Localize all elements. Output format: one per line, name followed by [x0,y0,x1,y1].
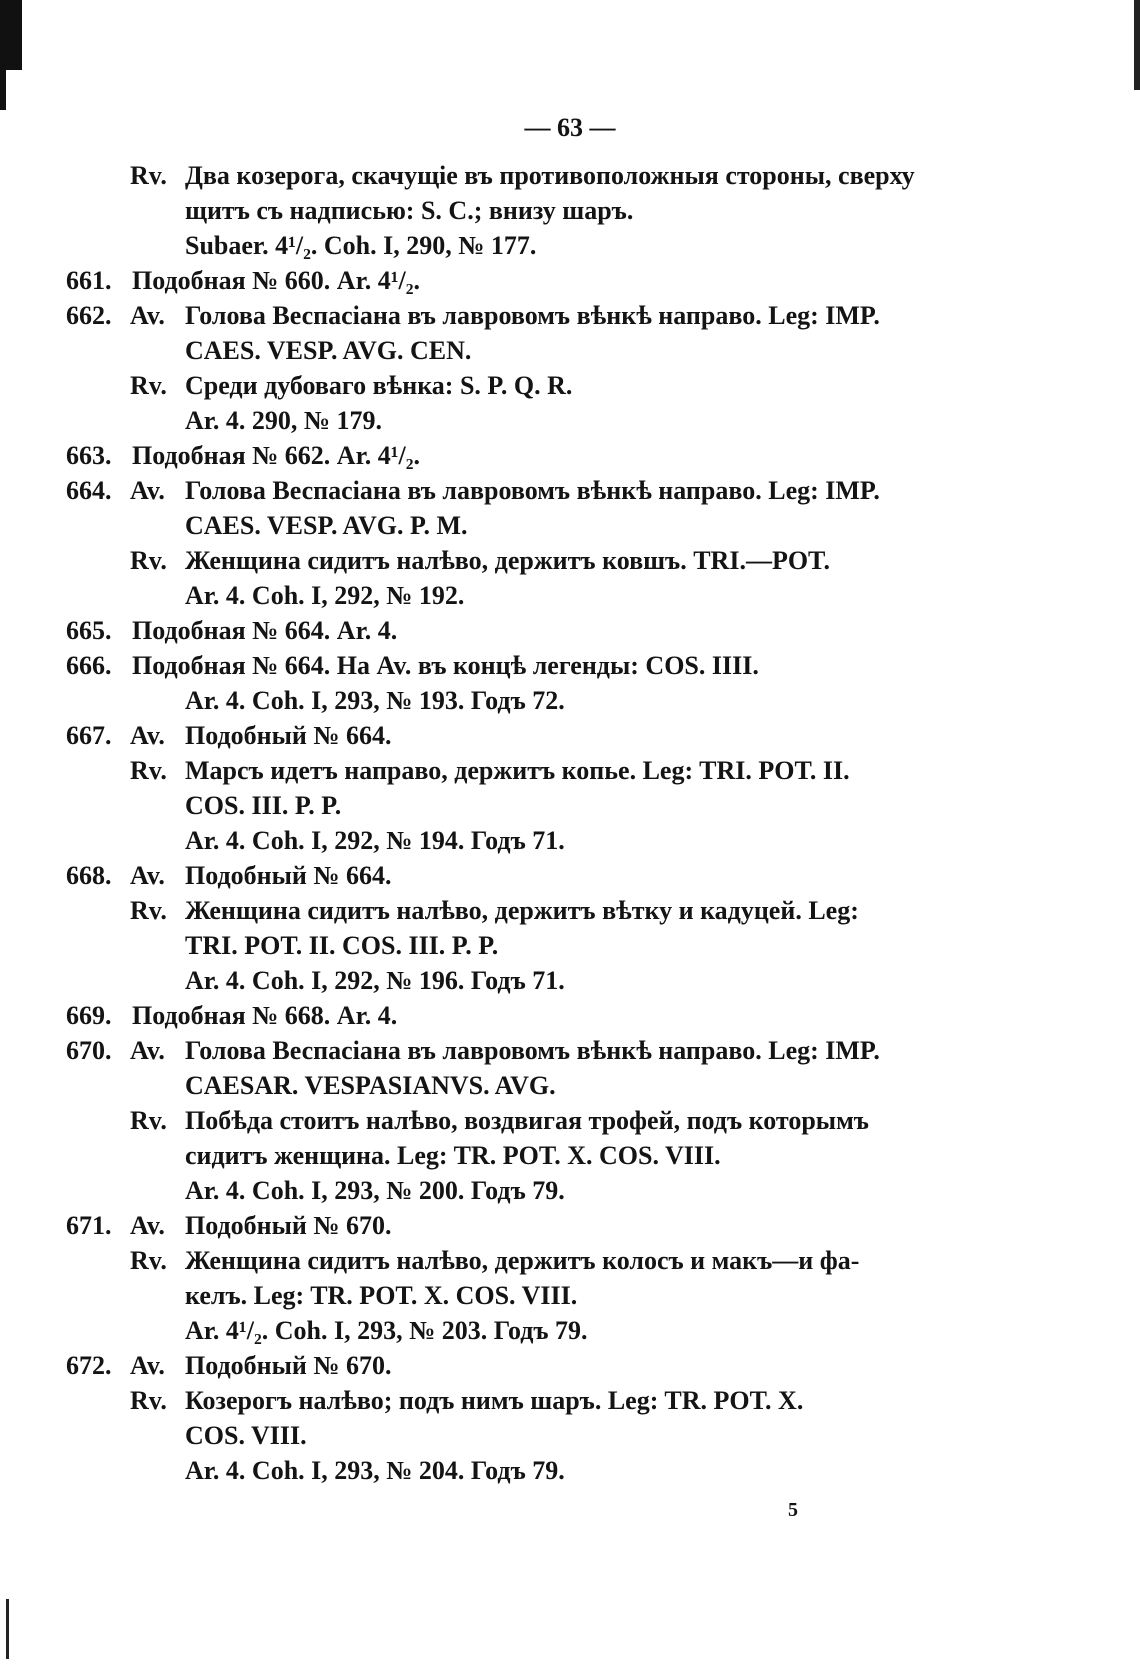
entry-text: сидитъ женщина. Leg: TR. POT. X. COS. VIII. [185,1141,721,1170]
entry-text: Subaer. 4¹/₂. Coh. I, 290, № 177. [185,231,537,260]
entry-line [0,438,1140,473]
entry-line [0,1068,1140,1103]
catalog-entry [0,1348,1140,1383]
entry-line [0,193,1140,228]
side-label: Av. [130,1351,165,1380]
page-number: — 63 — [524,113,616,142]
entry-number: 671. [66,1211,112,1240]
entry-text: Ar. 4. Coh. I, 292, № 196. Годъ 71. [185,966,565,995]
catalog-entry [0,648,1140,718]
entry-text: Ar. 4. Coh. I, 292, № 194. Годъ 71. [185,826,565,855]
catalog-entry [0,1033,1140,1103]
entry-text: TRI. POT. II. COS. III. P. P. [185,931,499,960]
entry-number: 669. [66,1001,112,1030]
side-label: Av. [130,476,165,505]
entry-number: 672. [66,1351,112,1380]
entry-text: келъ. Leg: TR. POT. X. COS. VIII. [185,1281,578,1310]
entry-line [0,473,1140,508]
catalog-entry [0,1208,1140,1243]
side-label: Rv. [130,546,167,575]
entry-text: Ar. 4. Coh. I, 293, № 200. Годъ 79. [185,1176,565,1205]
catalog-entry [0,543,1140,613]
catalog-entry [0,893,1140,998]
entry-line [0,228,1140,263]
catalog-entry [0,1243,1140,1348]
entry-text: Марсъ идетъ направо, держитъ копье. Leg: TRI. POT. II. [185,756,850,785]
entry-line [0,543,1140,578]
side-label: Av. [130,301,165,330]
entry-text: CAES. VESP. AVG. P. M. [185,511,468,540]
entry-text: CAES. VESP. AVG. CEN. [185,336,472,365]
side-label: Rv. [130,1106,167,1135]
side-label: Av. [130,1036,165,1065]
entry-line [0,893,1140,928]
catalog-entry [0,718,1140,753]
entry-text: Подобная № 660. Ar. 4¹/₂. [132,266,421,295]
catalog-body [0,158,1140,1488]
entry-text: Подобный № 664. [185,721,392,750]
entry-text: Подобный № 664. [185,861,392,890]
entry-line [0,963,1140,998]
entry-text: CAESAR. VESPASIANVS. AVG. [185,1071,556,1100]
entry-line [0,333,1140,368]
entry-line [0,403,1140,438]
entry-line [0,1313,1140,1348]
entry-line [0,1173,1140,1208]
entry-line [0,928,1140,963]
catalog-entry [0,613,1140,648]
entry-number: 664. [66,476,112,505]
catalog-entry [0,263,1140,298]
side-label: Rv. [130,756,167,785]
entry-number: 663. [66,441,112,470]
catalog-entry [0,1103,1140,1208]
entry-line [0,1208,1140,1243]
entry-text: Ar. 4. Coh. I, 293, № 204. Годъ 79. [185,1456,565,1485]
entry-line [0,823,1140,858]
entry-number: 670. [66,1036,112,1065]
entry-text: Среди дубоваго вѣнка: S. P. Q. R. [185,371,573,400]
side-label: Rv. [130,896,167,925]
signature-mark: 5 [788,1499,798,1521]
catalog-entry [0,158,1140,263]
side-label: Av. [130,1211,165,1240]
entry-line [0,1383,1140,1418]
entry-number: 661. [66,266,112,295]
scan-edge-shadow [6,1599,9,1659]
catalog-entry [0,858,1140,893]
entry-line [0,1103,1140,1138]
entry-line [0,1033,1140,1068]
entry-line [0,1453,1140,1488]
catalog-entry [0,1383,1140,1488]
entry-line [0,858,1140,893]
entry-line [0,1243,1140,1278]
entry-line [0,368,1140,403]
catalog-entry [0,298,1140,368]
entry-line [0,298,1140,333]
side-label: Rv. [130,1246,167,1275]
entry-number: 666. [66,651,112,680]
side-label: Rv. [130,161,167,190]
entry-line [0,1278,1140,1313]
entry-line [0,683,1140,718]
entry-text: Ar. 4¹/₂. Coh. I, 293, № 203. Годъ 79. [185,1316,588,1345]
entry-text: Ar. 4. Coh. I, 293, № 193. Годъ 72. [185,686,565,715]
entry-text: Подобная № 662. Ar. 4¹/₂. [132,441,421,470]
entry-line [0,578,1140,613]
entry-text: Голова Веспасіана въ лавровомъ вѣнкѣ направо. Leg: IMP. [185,476,880,505]
entry-line [0,788,1140,823]
entry-line [0,753,1140,788]
entry-text: Подобный № 670. [185,1351,392,1380]
entry-line [0,263,1140,298]
side-label: Av. [130,721,165,750]
catalog-entry [0,473,1140,543]
scan-edge-shadow [0,0,6,110]
entry-line [0,613,1140,648]
entry-text: Подобная № 668. Ar. 4. [132,1001,398,1030]
catalog-entry [0,753,1140,858]
entry-line [0,648,1140,683]
entry-text: щитъ съ надписью: S. C.; внизу шаръ. [185,196,634,225]
side-label: Av. [130,861,165,890]
scan-edge-shadow [1134,0,1140,90]
entry-line [0,158,1140,193]
side-label: Rv. [130,371,167,400]
entry-line [0,718,1140,753]
entry-text: Побѣда стоитъ налѣво, воздвигая трофей, подъ которымъ [185,1106,869,1135]
entry-text: Голова Веспасіана въ лавровомъ вѣнкѣ направо. Leg: IMP. [185,1036,880,1065]
entry-text: Женщина сидитъ налѣво, держитъ колосъ и макъ—и фа- [185,1246,860,1275]
entry-text: Подобная № 664. На Av. въ концѣ легенды: COS. IIII. [132,651,759,680]
entry-line [0,998,1140,1033]
entry-text: COS. III. P. P. [185,791,342,820]
side-label: Rv. [130,1386,167,1415]
entry-text: Ar. 4. 290, № 179. [185,406,383,435]
entry-line [0,508,1140,543]
entry-text: Женщина сидитъ налѣво, держитъ ковшъ. TRI.—POT. [185,546,830,575]
entry-line [0,1418,1140,1453]
entry-number: 662. [66,301,112,330]
entry-text: Козерогъ налѣво; подъ нимъ шаръ. Leg: TR. POT. X. [185,1386,804,1415]
entry-number: 667. [66,721,112,750]
catalog-entry [0,438,1140,473]
catalog-entry [0,998,1140,1033]
entry-number: 668. [66,861,112,890]
entry-text: COS. VIII. [185,1421,307,1450]
entry-text: Подобная № 664. Ar. 4. [132,616,398,645]
entry-text: Два козерога, скачущіе въ противоположныя стороны, сверху [185,161,915,190]
entry-text: Подобный № 670. [185,1211,392,1240]
entry-number: 665. [66,616,112,645]
entry-line [0,1138,1140,1173]
entry-text: Ar. 4. Coh. I, 292, № 192. [185,581,465,610]
catalog-entry [0,368,1140,438]
entry-text: Голова Веспасіана въ лавровомъ вѣнкѣ направо. Leg: IMP. [185,301,880,330]
entry-line [0,1348,1140,1383]
entry-text: Женщина сидитъ налѣво, держитъ вѣтку и кадуцей. Leg: [185,896,859,925]
